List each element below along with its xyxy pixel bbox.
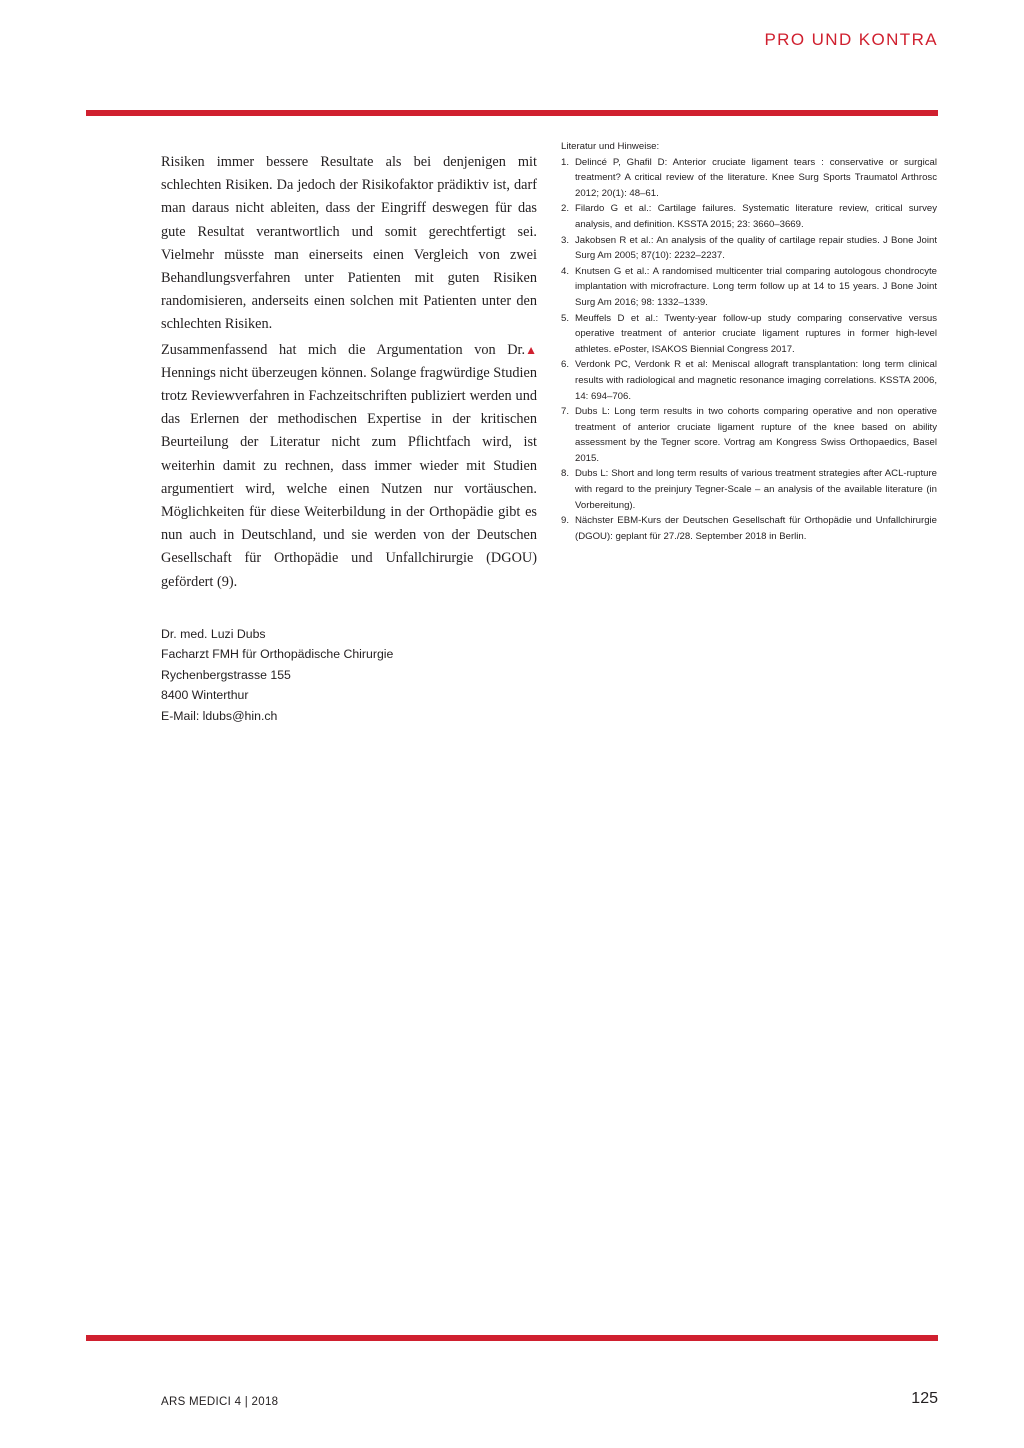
reference-item	[561, 155, 937, 202]
article-paragraph-1: Risiken immer bessere Resultate als bei denjenigen mit schlechten Risiken. Da jedoch der Risikofaktor prädiktiv ist, darf man daraus nicht ableiten, dass der Eingriff deswegen für das gute Resultat verantwortlich und somit gerechtfertigt sei. Vielmehr müsste man einerseits einen Vergleich von zwei Behandlungsverfahren unter Patienten mit guten Risiken randomisieren, anderseits einen solchen mit Patienten unter den schlechten Risiken.	[161, 154, 537, 333]
article-column	[161, 151, 537, 726]
article-paragraph-2-text: Zusammenfassend hat mich die Argumentation von Dr. Hennings nicht überzeugen können. Solange fragwürdige Studien trotz Reviewverfahren in Fachzeitschriften publiziert werden und das Erlernen der methodischen Expertise in der kritischen Beurteilung der Literatur nicht zum Pflichtfach wird, ist weiterhin damit zu rechnen, dass immer wieder mit Studien argumentiert wird, welche einen Nutzen nur vortäuschen. Möglichkeiten für diese Weiterbildung in der Orthopädie gibt es nun auch in Deutschland, und sie werden von der Deutschen Gesellschaft für Orthopädie und Unfallchirurgie (DGOU) gefördert (9).	[161, 341, 537, 590]
journal-footer: ARS MEDICI 4 | 2018	[161, 1396, 279, 1408]
reference-text: Jakobsen R et al.: An analysis of the quality of cartilage repair studies. J Bone Joint Surg Am 2005; 87(10): 2232–2237.	[575, 234, 937, 262]
bottom-rule	[86, 1335, 938, 1341]
reference-text: Knutsen G et al.: A randomised multicenter trial comparing autologous chondrocyte implantation with microfracture. Long term follow up at 14 to 15 years. J Bone Joint Surg Am 2016; 98: 1332–1339.	[575, 265, 937, 308]
reference-text: Meuffels D et al.: Twenty-year follow-up study comparing conservative versus operative treatment of anterior cruciate ligament ruptures in former high-level athletes. ePoster, ISAKOS Biennial Congress 2017.	[575, 312, 937, 355]
reference-item	[561, 233, 937, 264]
article-paragraph-2	[161, 339, 537, 594]
reference-number: 2.	[561, 203, 570, 215]
references-heading: Literatur und Hinweise:	[561, 141, 660, 152]
author-email[interactable]: E-Mail: ldubs@hin.ch	[161, 708, 278, 723]
reference-item	[561, 513, 937, 544]
reference-item	[561, 466, 937, 513]
reference-text: Dubs L: Long term results in two cohorts comparing operative and non operative treatment of anterior cruciate ligament rupture of the knee based on ability assessment by the Tegner score. Vortrag am Kongress Swiss Orthopaedics, Basel 2015.	[575, 406, 937, 464]
reference-number: 6.	[561, 359, 570, 371]
author-street: Rychenbergstrasse 155	[161, 667, 291, 682]
end-of-article-mark-icon: ▲	[525, 342, 537, 357]
reference-text: Filardo G et al.: Cartilage failures. Systematic literature review, critical survey analysis, and definition. KSSTA 2015; 23: 3660–3669.	[575, 203, 937, 230]
reference-text: Delincé P, Ghafil D: Anterior cruciate ligament tears : conservative or surgical treatment? A critical review of the literature. Knee Surg Sports Traumatol Arthrosc 2012; 20(1): 48–61.	[575, 156, 937, 199]
reference-number: 4.	[561, 265, 570, 277]
reference-item	[561, 264, 937, 311]
top-rule	[86, 110, 938, 116]
page-number: 125	[911, 1390, 938, 1407]
references-column	[561, 139, 937, 544]
author-title: Facharzt FMH für Orthopädische Chirurgie	[161, 647, 394, 662]
section-label: PRO UND KONTRA	[764, 30, 938, 49]
reference-number: 9.	[561, 515, 570, 527]
author-city: 8400 Winterthur	[161, 688, 249, 703]
reference-item	[561, 357, 937, 404]
reference-number: 8.	[561, 468, 570, 480]
reference-text: Verdonk PC, Verdonk R et al: Meniscal allograft transplantation: long term clinical results with radiological and magnetic resonance imaging correlations. KSSTA 2006, 14: 694–706.	[575, 359, 937, 402]
author-name: Dr. med. Luzi Dubs	[161, 626, 266, 641]
reference-text: Nächster EBM-Kurs der Deutschen Gesellschaft für Orthopädie und Unfallchirurgie (DGOU): geplant für 27./28. September 2018 in Berlin.	[575, 515, 937, 542]
reference-item	[561, 201, 937, 232]
reference-item	[561, 311, 937, 358]
references-list	[561, 155, 937, 545]
reference-text: Dubs L: Short and long term results of various treatment strategies after ACL-rupture with regard to the preinjury Tegner-Scale – an analysis of the available literature (in Vorbereitung).	[575, 468, 937, 511]
reference-number: 3.	[561, 234, 570, 246]
author-address	[161, 624, 537, 727]
reference-number: 5.	[561, 312, 570, 324]
reference-number: 1.	[561, 156, 570, 168]
reference-item	[561, 404, 937, 466]
reference-number: 7.	[561, 406, 570, 418]
